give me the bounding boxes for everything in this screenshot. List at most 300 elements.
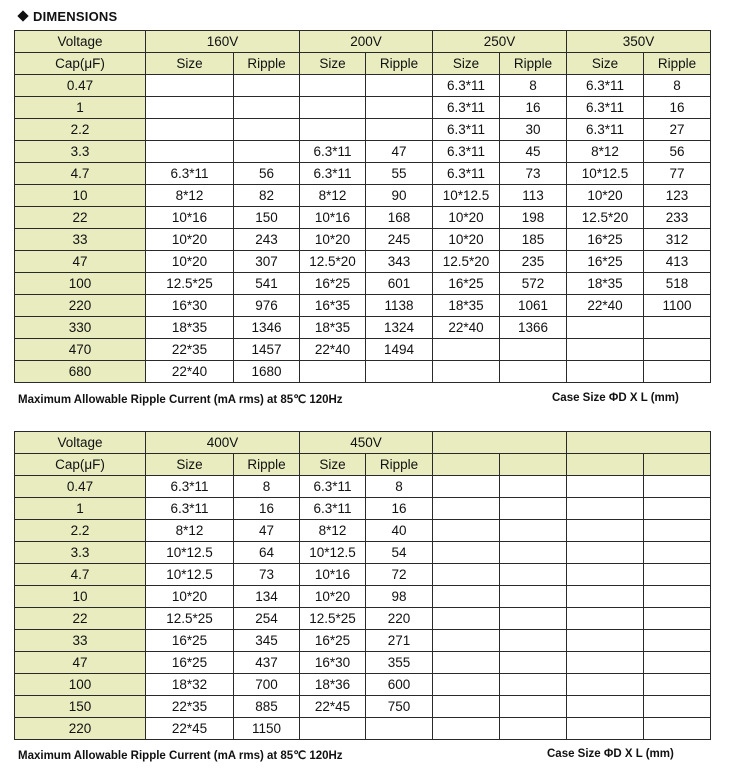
ripple-current-cell: 64 — [234, 542, 300, 564]
case-size-cell — [433, 586, 500, 608]
ripple-current-cell: 600 — [366, 674, 433, 696]
ripple-current-cell — [500, 498, 567, 520]
case-size-cell: 6.3*11 — [567, 97, 644, 119]
capacitance-cell: 100 — [15, 273, 146, 295]
ripple-current-cell — [500, 630, 567, 652]
capacitance-cell: 3.3 — [15, 141, 146, 163]
capacitance-cell: 10 — [15, 586, 146, 608]
voltage-group-header: 250V — [433, 31, 567, 53]
case-size-cell: 22*45 — [146, 718, 234, 740]
case-size-cell: 16*35 — [300, 295, 366, 317]
cap-label-cell: Cap(μF) — [15, 53, 146, 75]
table-row — [15, 652, 711, 674]
ripple-current-cell — [366, 75, 433, 97]
table-row — [15, 476, 711, 498]
case-size-cell: 12.5*25 — [146, 608, 234, 630]
case-size-cell: 8*12 — [146, 520, 234, 542]
ripple-current-cell — [500, 542, 567, 564]
ripple-current-cell — [644, 361, 711, 383]
voltage-label-cell: Voltage — [15, 31, 146, 53]
case-size-cell: 6.3*11 — [146, 498, 234, 520]
case-size-cell — [433, 564, 500, 586]
case-size-cell: 10*20 — [433, 207, 500, 229]
ripple-current-cell — [644, 652, 711, 674]
ripple-column-header: Ripple — [234, 454, 300, 476]
ripple-current-cell — [500, 652, 567, 674]
case-size-cell — [567, 652, 644, 674]
capacitance-cell: 0.47 — [15, 476, 146, 498]
case-size-cell: 6.3*11 — [146, 476, 234, 498]
case-size-cell: 12.5*20 — [433, 251, 500, 273]
case-size-cell: 18*35 — [567, 273, 644, 295]
case-size-cell: 6.3*11 — [433, 97, 500, 119]
ripple-current-cell: 541 — [234, 273, 300, 295]
column-header-row — [15, 53, 711, 75]
ripple-current-cell: 98 — [366, 586, 433, 608]
size-column-header: Size — [146, 53, 234, 75]
ripple-current-cell: 1324 — [366, 317, 433, 339]
voltage-header-row — [15, 432, 711, 454]
case-size-cell: 22*40 — [567, 295, 644, 317]
size-column-header: Size — [146, 454, 234, 476]
size-column-header: Size — [300, 53, 366, 75]
ripple-current-cell: 55 — [366, 163, 433, 185]
ripple-current-cell: 1138 — [366, 295, 433, 317]
ripple-current-cell — [234, 97, 300, 119]
case-size-cell: 6.3*11 — [300, 141, 366, 163]
ripple-current-cell — [644, 586, 711, 608]
case-size-cell: 12.5*25 — [146, 273, 234, 295]
voltage-group-header: 450V — [300, 432, 433, 454]
case-size-cell: 16*30 — [300, 652, 366, 674]
case-size-cell — [567, 339, 644, 361]
size-column-header — [567, 454, 644, 476]
voltage-group-header: 200V — [300, 31, 433, 53]
ripple-note-1: Maximum Allowable Ripple Current (mA rms) at 85℃ 120Hz — [18, 394, 343, 406]
ripple-current-cell — [500, 476, 567, 498]
ripple-current-cell: 90 — [366, 185, 433, 207]
ripple-current-cell: 437 — [234, 652, 300, 674]
case-size-cell: 16*25 — [433, 273, 500, 295]
size-column-header — [433, 454, 500, 476]
case-size-cell — [567, 564, 644, 586]
column-header-row — [15, 454, 711, 476]
ripple-current-cell — [644, 476, 711, 498]
ripple-current-cell: 220 — [366, 608, 433, 630]
dimensions-table-2 — [14, 431, 711, 740]
case-size-cell: 18*35 — [146, 317, 234, 339]
case-size-cell — [146, 97, 234, 119]
capacitance-cell: 330 — [15, 317, 146, 339]
case-size-cell: 18*35 — [433, 295, 500, 317]
table-row — [15, 630, 711, 652]
ripple-current-cell: 700 — [234, 674, 300, 696]
ripple-current-cell: 413 — [644, 251, 711, 273]
table-row — [15, 97, 711, 119]
ripple-current-cell: 16 — [644, 97, 711, 119]
case-size-cell: 16*25 — [567, 229, 644, 251]
case-size-cell — [433, 476, 500, 498]
case-size-cell: 22*40 — [146, 361, 234, 383]
ripple-current-cell — [644, 498, 711, 520]
case-size-cell: 10*12.5 — [300, 542, 366, 564]
table-row — [15, 696, 711, 718]
capacitance-cell: 680 — [15, 361, 146, 383]
case-size-cell: 10*20 — [146, 229, 234, 251]
case-size-cell — [433, 652, 500, 674]
case-size-cell: 6.3*11 — [433, 163, 500, 185]
capacitance-cell: 1 — [15, 97, 146, 119]
size-column-header: Size — [300, 454, 366, 476]
table-row — [15, 141, 711, 163]
case-size-cell — [300, 119, 366, 141]
table-row — [15, 229, 711, 251]
table-row — [15, 273, 711, 295]
ripple-current-cell — [234, 119, 300, 141]
ripple-current-cell — [234, 75, 300, 97]
case-size-cell — [300, 75, 366, 97]
ripple-current-cell: 1366 — [500, 317, 567, 339]
case-size-cell: 6.3*11 — [567, 119, 644, 141]
case-size-cell — [567, 630, 644, 652]
table-row — [15, 75, 711, 97]
ripple-column-header: Ripple — [366, 454, 433, 476]
case-size-cell: 8*12 — [300, 185, 366, 207]
voltage-group-header: 350V — [567, 31, 711, 53]
case-size-cell: 6.3*11 — [300, 163, 366, 185]
case-size-cell — [433, 718, 500, 740]
case-size-cell: 12.5*25 — [300, 608, 366, 630]
ripple-current-cell: 72 — [366, 564, 433, 586]
case-size-cell: 10*20 — [146, 251, 234, 273]
ripple-current-cell — [500, 520, 567, 542]
ripple-current-cell — [366, 97, 433, 119]
ripple-current-cell — [366, 119, 433, 141]
ripple-current-cell: 243 — [234, 229, 300, 251]
section-title-text: DIMENSIONS — [33, 9, 118, 24]
ripple-column-header: Ripple — [500, 53, 567, 75]
capacitance-cell: 47 — [15, 652, 146, 674]
ripple-current-cell: 45 — [500, 141, 567, 163]
capacitance-cell: 33 — [15, 229, 146, 251]
capacitance-cell: 220 — [15, 718, 146, 740]
ripple-current-cell — [500, 361, 567, 383]
ripple-current-cell: 1494 — [366, 339, 433, 361]
ripple-current-cell — [500, 586, 567, 608]
case-size-cell: 16*25 — [146, 652, 234, 674]
ripple-current-cell: 518 — [644, 273, 711, 295]
ripple-current-cell — [500, 696, 567, 718]
case-size-cell — [567, 542, 644, 564]
case-size-cell: 12.5*20 — [567, 207, 644, 229]
case-size-cell: 22*40 — [300, 339, 366, 361]
ripple-current-cell — [234, 141, 300, 163]
ripple-current-cell: 8 — [644, 75, 711, 97]
ripple-current-cell: 16 — [234, 498, 300, 520]
ripple-current-cell: 271 — [366, 630, 433, 652]
cap-label-cell: Cap(μF) — [15, 454, 146, 476]
case-size-cell: 22*35 — [146, 339, 234, 361]
voltage-group-header — [433, 432, 567, 454]
ripple-current-cell — [644, 608, 711, 630]
capacitance-cell: 0.47 — [15, 75, 146, 97]
case-size-cell — [433, 542, 500, 564]
case-size-cell — [146, 119, 234, 141]
capacitance-cell: 10 — [15, 185, 146, 207]
case-size-cell: 8*12 — [146, 185, 234, 207]
ripple-current-cell: 27 — [644, 119, 711, 141]
case-size-cell: 10*12.5 — [567, 163, 644, 185]
case-size-cell: 6.3*11 — [433, 141, 500, 163]
ripple-current-cell: 198 — [500, 207, 567, 229]
capacitance-cell: 2.2 — [15, 520, 146, 542]
case-size-cell: 8*12 — [567, 141, 644, 163]
capacitance-cell: 100 — [15, 674, 146, 696]
voltage-label-cell: Voltage — [15, 432, 146, 454]
section-title — [19, 9, 117, 24]
ripple-current-cell: 30 — [500, 119, 567, 141]
case-size-cell: 10*12.5 — [146, 542, 234, 564]
ripple-current-cell: 150 — [234, 207, 300, 229]
case-size-cell — [433, 608, 500, 630]
ripple-current-cell: 1680 — [234, 361, 300, 383]
case-size-cell — [567, 476, 644, 498]
ripple-column-header: Ripple — [366, 53, 433, 75]
case-size-cell — [433, 630, 500, 652]
ripple-current-cell — [500, 674, 567, 696]
case-size-cell: 6.3*11 — [146, 163, 234, 185]
case-size-cell: 10*20 — [567, 185, 644, 207]
ripple-current-cell: 1457 — [234, 339, 300, 361]
case-size-cell — [433, 361, 500, 383]
capacitance-cell: 1 — [15, 498, 146, 520]
case-size-cell — [567, 317, 644, 339]
case-size-cell — [567, 608, 644, 630]
ripple-current-cell: 56 — [234, 163, 300, 185]
table-row — [15, 163, 711, 185]
ripple-current-cell: 47 — [234, 520, 300, 542]
ripple-current-cell — [644, 674, 711, 696]
ripple-current-cell: 601 — [366, 273, 433, 295]
ripple-current-cell: 343 — [366, 251, 433, 273]
voltage-group-header: 400V — [146, 432, 300, 454]
ripple-current-cell — [644, 317, 711, 339]
case-size-cell — [300, 361, 366, 383]
ripple-current-cell — [366, 718, 433, 740]
case-size-cell — [433, 520, 500, 542]
ripple-note-2: Maximum Allowable Ripple Current (mA rms) at 85℃ 120Hz — [18, 750, 343, 762]
ripple-current-cell: 40 — [366, 520, 433, 542]
voltage-group-header — [567, 432, 711, 454]
ripple-current-cell: 82 — [234, 185, 300, 207]
case-size-cell: 10*12.5 — [433, 185, 500, 207]
capacitance-cell: 470 — [15, 339, 146, 361]
ripple-current-cell: 355 — [366, 652, 433, 674]
ripple-current-cell — [644, 718, 711, 740]
case-size-cell: 18*36 — [300, 674, 366, 696]
case-size-cell: 16*25 — [300, 273, 366, 295]
ripple-current-cell: 16 — [500, 97, 567, 119]
ripple-current-cell: 1061 — [500, 295, 567, 317]
size-column-header: Size — [433, 53, 500, 75]
ripple-column-header: Ripple — [644, 53, 711, 75]
ripple-current-cell: 73 — [500, 163, 567, 185]
table-row — [15, 674, 711, 696]
table-row — [15, 498, 711, 520]
ripple-current-cell: 56 — [644, 141, 711, 163]
case-size-cell: 10*20 — [146, 586, 234, 608]
table-row — [15, 586, 711, 608]
ripple-current-cell: 73 — [234, 564, 300, 586]
table-row — [15, 317, 711, 339]
table-row — [15, 207, 711, 229]
case-size-cell: 16*25 — [300, 630, 366, 652]
ripple-current-cell: 47 — [366, 141, 433, 163]
dimensions-table-1 — [14, 30, 711, 383]
case-size-cell: 22*35 — [146, 696, 234, 718]
case-size-cell: 10*20 — [300, 586, 366, 608]
ripple-current-cell: 8 — [366, 476, 433, 498]
capacitance-cell: 22 — [15, 207, 146, 229]
case-size-cell: 18*32 — [146, 674, 234, 696]
case-size-cell: 18*35 — [300, 317, 366, 339]
table-row — [15, 542, 711, 564]
capacitance-cell: 150 — [15, 696, 146, 718]
case-size-cell — [567, 520, 644, 542]
case-size-cell: 6.3*11 — [433, 119, 500, 141]
case-size-cell — [146, 75, 234, 97]
table-row — [15, 718, 711, 740]
case-size-cell — [567, 361, 644, 383]
ripple-current-cell — [644, 564, 711, 586]
diamond-bullet-icon — [17, 10, 28, 21]
ripple-current-cell: 1346 — [234, 317, 300, 339]
case-size-cell — [567, 586, 644, 608]
case-size-note-1: Case Size ΦD X L (mm) — [552, 392, 679, 404]
case-size-cell — [567, 674, 644, 696]
case-size-cell: 6.3*11 — [300, 498, 366, 520]
case-size-cell — [300, 97, 366, 119]
case-size-cell: 22*40 — [433, 317, 500, 339]
ripple-current-cell: 254 — [234, 608, 300, 630]
case-size-cell — [567, 696, 644, 718]
case-size-cell: 22*45 — [300, 696, 366, 718]
case-size-cell: 10*12.5 — [146, 564, 234, 586]
case-size-cell — [433, 696, 500, 718]
ripple-column-header: Ripple — [234, 53, 300, 75]
case-size-cell: 16*25 — [567, 251, 644, 273]
case-size-cell — [567, 498, 644, 520]
case-size-cell: 10*16 — [300, 564, 366, 586]
case-size-cell: 10*20 — [433, 229, 500, 251]
case-size-cell — [567, 718, 644, 740]
table-row — [15, 185, 711, 207]
ripple-current-cell: 345 — [234, 630, 300, 652]
ripple-current-cell: 8 — [234, 476, 300, 498]
capacitance-cell: 4.7 — [15, 564, 146, 586]
ripple-current-cell — [500, 608, 567, 630]
ripple-current-cell: 8 — [500, 75, 567, 97]
capacitance-cell: 33 — [15, 630, 146, 652]
case-size-cell: 8*12 — [300, 520, 366, 542]
case-size-cell: 6.3*11 — [567, 75, 644, 97]
voltage-header-row — [15, 31, 711, 53]
size-column-header: Size — [567, 53, 644, 75]
table-row — [15, 608, 711, 630]
ripple-current-cell — [644, 520, 711, 542]
ripple-current-cell: 245 — [366, 229, 433, 251]
ripple-current-cell: 750 — [366, 696, 433, 718]
capacitance-cell: 47 — [15, 251, 146, 273]
case-size-cell — [433, 674, 500, 696]
ripple-current-cell: 134 — [234, 586, 300, 608]
case-size-cell — [433, 498, 500, 520]
table-row — [15, 295, 711, 317]
case-size-cell — [146, 141, 234, 163]
ripple-current-cell: 168 — [366, 207, 433, 229]
ripple-current-cell — [644, 542, 711, 564]
case-size-cell: 6.3*11 — [433, 75, 500, 97]
ripple-current-cell: 572 — [500, 273, 567, 295]
voltage-group-header: 160V — [146, 31, 300, 53]
case-size-cell — [433, 339, 500, 361]
ripple-column-header — [500, 454, 567, 476]
table-row — [15, 564, 711, 586]
ripple-current-cell: 307 — [234, 251, 300, 273]
capacitance-cell: 220 — [15, 295, 146, 317]
ripple-current-cell — [500, 718, 567, 740]
ripple-current-cell: 113 — [500, 185, 567, 207]
ripple-current-cell: 885 — [234, 696, 300, 718]
ripple-current-cell: 976 — [234, 295, 300, 317]
ripple-current-cell: 233 — [644, 207, 711, 229]
ripple-current-cell — [644, 630, 711, 652]
table-row — [15, 251, 711, 273]
capacitance-cell: 4.7 — [15, 163, 146, 185]
ripple-current-cell: 185 — [500, 229, 567, 251]
capacitance-cell: 22 — [15, 608, 146, 630]
table-row — [15, 520, 711, 542]
case-size-cell — [300, 718, 366, 740]
ripple-current-cell: 312 — [644, 229, 711, 251]
ripple-current-cell — [500, 564, 567, 586]
ripple-current-cell: 54 — [366, 542, 433, 564]
ripple-current-cell — [366, 361, 433, 383]
ripple-column-header — [644, 454, 711, 476]
ripple-current-cell: 123 — [644, 185, 711, 207]
table-row — [15, 119, 711, 141]
ripple-current-cell — [644, 339, 711, 361]
ripple-current-cell — [644, 696, 711, 718]
capacitance-cell: 2.2 — [15, 119, 146, 141]
ripple-current-cell — [500, 339, 567, 361]
case-size-cell: 12.5*20 — [300, 251, 366, 273]
case-size-cell: 16*30 — [146, 295, 234, 317]
table-row — [15, 361, 711, 383]
table-row — [15, 339, 711, 361]
ripple-current-cell: 235 — [500, 251, 567, 273]
ripple-current-cell: 1150 — [234, 718, 300, 740]
case-size-cell: 10*20 — [300, 229, 366, 251]
ripple-current-cell: 1100 — [644, 295, 711, 317]
case-size-cell: 16*25 — [146, 630, 234, 652]
ripple-current-cell: 77 — [644, 163, 711, 185]
case-size-cell: 10*16 — [146, 207, 234, 229]
ripple-current-cell: 16 — [366, 498, 433, 520]
case-size-cell: 10*16 — [300, 207, 366, 229]
case-size-cell: 6.3*11 — [300, 476, 366, 498]
capacitance-cell: 3.3 — [15, 542, 146, 564]
